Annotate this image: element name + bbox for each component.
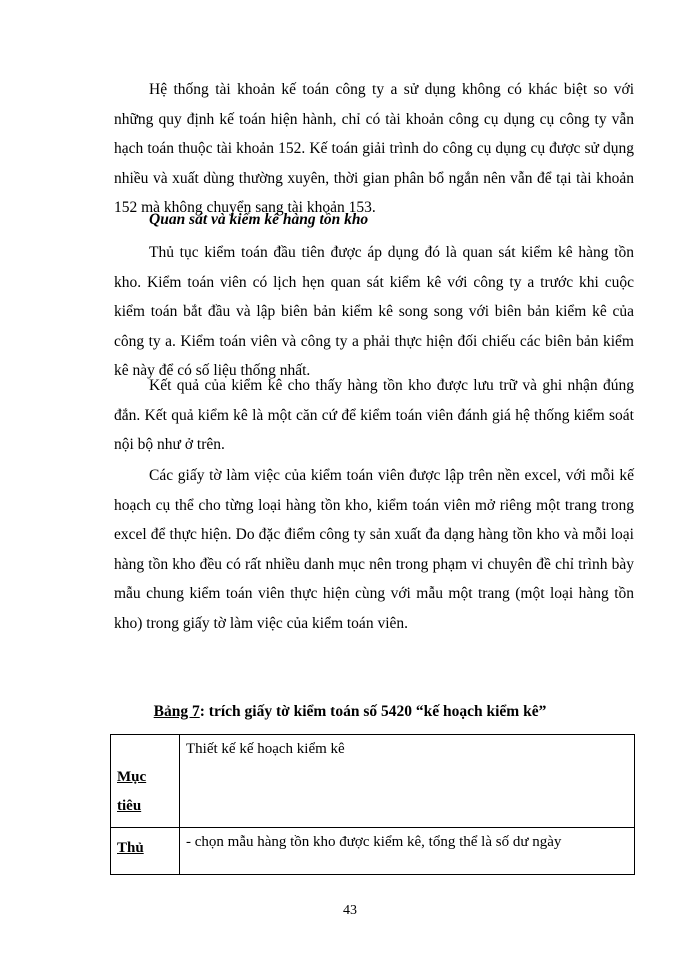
paragraph-4: Các giấy tờ làm việc của kiểm toán viên được lập trên nền excel, với mỗi kế hoạch cụ thể cho từng loại hàng tồn kho, kiểm toán viên mở riêng một trang trong excel để thực hiện. Do đặc điểm công ty sản xuất đa dạng hàng tồn kho và mỗi loại hàng tồn kho đều có rất nhiều danh mục nên trong phạm vi chuyên đề chỉ trình bày mẫu chung kiểm toán viên thực hiện cùng với mẫu một trang (một loại hàng tồn kho) trong giấy tờ làm việc của kiểm toán viên.: [114, 467, 634, 632]
paragraph-3: Kết quả của kiểm kê cho thấy hàng tồn kho được lưu trữ và ghi nhận đúng đắn. Kết quả kiểm kê là một căn cứ để kiểm toán viên đánh giá hệ thống kiểm soát nội bộ như ở trên.: [114, 377, 634, 453]
paragraph-1: Hệ thống tài khoản kế toán công ty a sử dụng không có khác biệt so với những quy định kế toán hiện hành, chỉ có tài khoản công cụ dụng cụ công ty vẫn hạch toán thuộc tài khoản 152. Kế toán giải trình do công cụ dụng cụ được sử dụng nhiều và xuất dùng thường xuyên, thời gian phân bổ ngắn nên vẫn để tại tài khoản 152 mà không chuyển sang tài khoản 153.: [114, 81, 634, 216]
row-label-procedure: Thủ: [111, 828, 180, 875]
row-content-objective: Thiết kế kế hoạch kiểm kê: [180, 735, 635, 828]
page-number: 43: [343, 903, 357, 918]
paragraph-2: Thủ tục kiểm toán đầu tiên được áp dụng đó là quan sát kiểm kê hàng tồn kho. Kiểm toán viên có lịch hẹn quan sát kiểm kê với công ty a trước khi cuộc kiểm toán bắt đầu và lập biên bản kiểm kê song song với biên bản kiểm kê của công ty a. Kiểm toán viên và công ty a phải thực hiện đối chiếu các biên bản kiểm kê này để có số liệu thống nhất.: [114, 244, 634, 379]
table-caption-label: Bảng 7: [153, 703, 200, 720]
table-caption: [0, 703, 700, 721]
section-heading: Quan sát và kiểm kê hàng tồn kho: [149, 211, 369, 228]
row-label-objective: Mục tiêu: [111, 735, 180, 828]
table-caption-text: : trích giấy tờ kiểm toán số 5420 “kế hoạch kiểm kê”: [199, 703, 547, 720]
audit-plan-table: [110, 734, 635, 875]
table-row: [111, 735, 635, 828]
row-content-procedure: - chọn mẫu hàng tồn kho được kiểm kê, tổng thể là số dư ngày: [180, 828, 635, 875]
table-row: [111, 828, 635, 875]
